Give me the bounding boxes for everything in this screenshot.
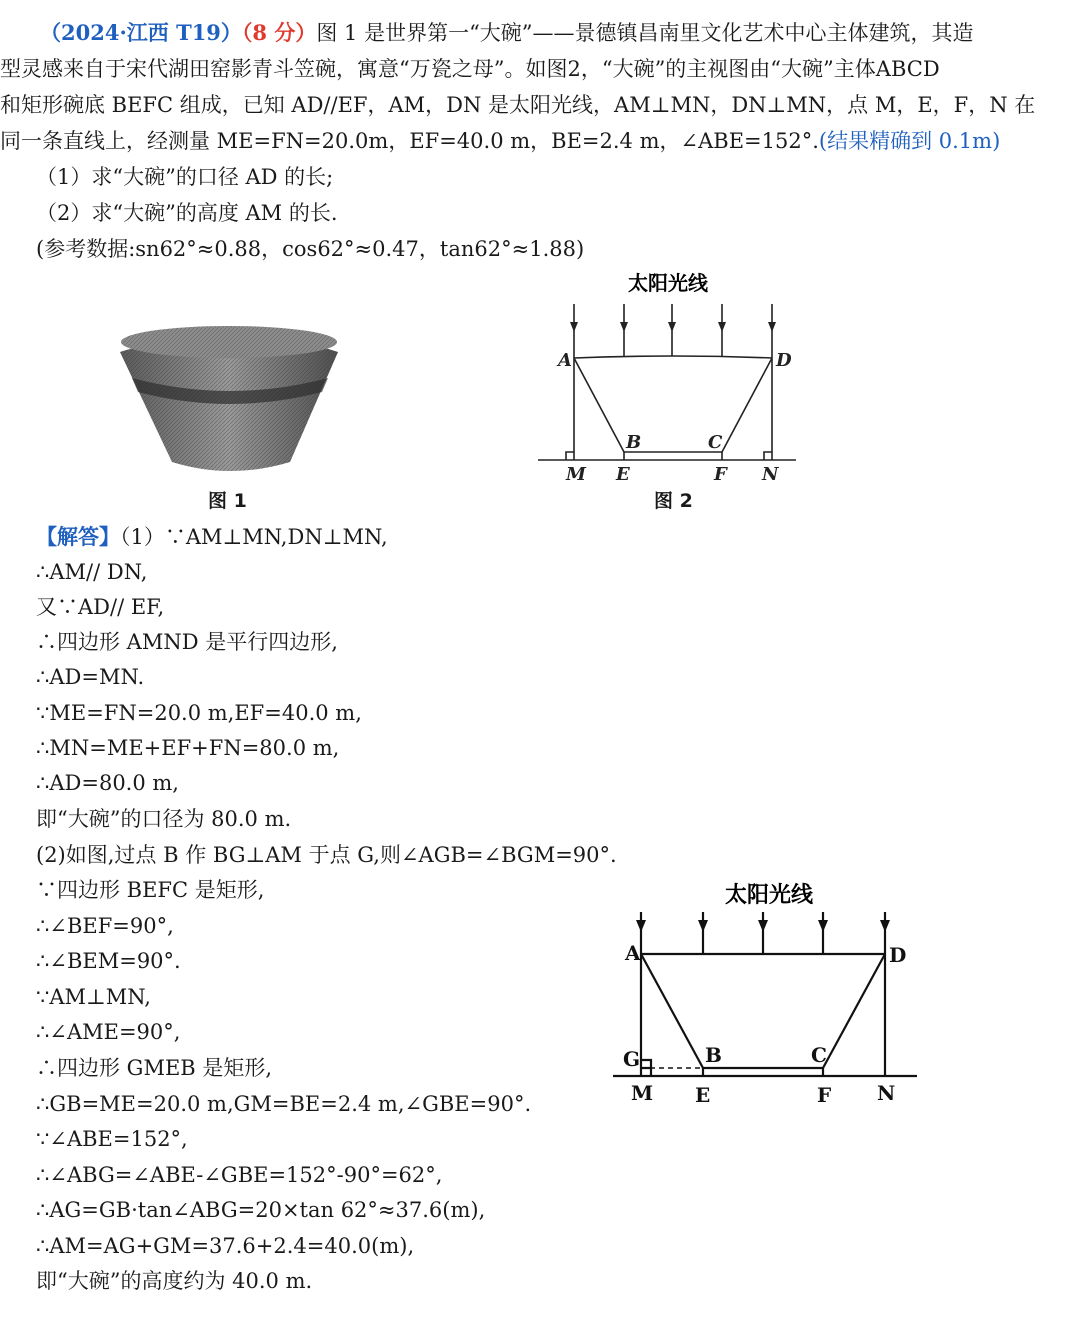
problem-line-3: 和矩形碗底 BEFC 组成，已知 AD//EF，AM，DN 是太阳光线，AM⊥MN，DN⊥MN，点 M，E，F，N 在: [0, 93, 1036, 117]
solution-line: ∴MN=ME+EF+FN=80.0 m,: [36, 736, 340, 760]
problem-text-4: 同一条直线上，经测量 ME=FN=20.0m，EF=40.0 m，BE=2.4 m，∠ABE=152°.: [0, 129, 819, 153]
label2-e: E: [695, 1083, 711, 1107]
solution-line: ∵∠ABE=152°,: [36, 1127, 188, 1151]
solution-line: 即“大碗”的高度约为 40.0 m.: [36, 1269, 313, 1293]
question-1: （1）求“大碗”的口径 AD 的长;: [36, 165, 334, 189]
solution-line: ∴四边形 GMEB 是矩形,: [36, 1056, 273, 1080]
solution-line: ∴AM// DN,: [36, 560, 148, 584]
solution-line: ∴GB=ME=20.0 m,GM=BE=2.4 m,∠GBE=90°.: [36, 1092, 532, 1116]
label2-c: C: [811, 1043, 827, 1067]
points-tag: （8 分）: [241, 20, 317, 45]
figure-2-diagram: [530, 262, 830, 484]
label2-b: B: [705, 1043, 722, 1067]
label2-m: M: [631, 1081, 654, 1105]
solution-line: ∴∠AME=90°,: [36, 1020, 181, 1044]
solution-label: 【解答】: [36, 524, 120, 549]
label-m: M: [566, 464, 586, 484]
solution-line: ∴AD=80.0 m,: [36, 771, 179, 795]
solution-line: ∴四边形 AMND 是平行四边形,: [36, 630, 338, 654]
solution-line: ∴AG=GB·tan∠ABG=20×tan 62°≈37.6(m),: [36, 1198, 486, 1222]
label2-f: F: [817, 1083, 832, 1107]
bowl-building-photo: [110, 312, 350, 482]
label-d: D: [776, 350, 792, 371]
sunlight-label-2: 太阳光线: [725, 882, 814, 908]
solution-line: ∴∠BEM=90°.: [36, 949, 181, 973]
solution-line: ∵AM⊥MN,: [36, 985, 151, 1009]
solution-line: ∴AM=AG+GM=37.6+2.4=40.0(m),: [36, 1234, 415, 1258]
solution-line: ∴∠ABG=∠ABE-∠GBE=152°-90°=62°,: [36, 1163, 443, 1187]
problem-text-1: 图 1 是世界第一“大碗”——景德镇昌南里文化艺术中心主体建筑，其造: [316, 21, 974, 45]
solution-diagram: [605, 872, 925, 1112]
solution-text: （1）∵AM⊥MN,DN⊥MN,: [120, 525, 388, 549]
solution-line: (2)如图,过点 B 作 BG⊥AM 于点 G,则∠AGB=∠BGM=90°.: [36, 843, 617, 867]
precision-note: (结果精确到 0.1m): [818, 129, 1001, 153]
figure-2-caption: 图 2: [654, 490, 693, 512]
label-a: A: [558, 350, 572, 371]
solution-line: ∵ME=FN=20.0 m,EF=40.0 m,: [36, 701, 362, 725]
problem-line-4: [0, 126, 1000, 156]
label-c: C: [708, 432, 723, 453]
sunlight-label: 太阳光线: [628, 271, 708, 295]
label-e: E: [616, 464, 630, 484]
solution-line: ∵四边形 BEFC 是矩形,: [36, 878, 265, 902]
problem-line-1: [40, 18, 974, 48]
label2-d: D: [889, 943, 907, 967]
source-tag: （2024·江西 T19）: [40, 20, 242, 45]
solution-line: 即“大碗”的口径为 80.0 m.: [36, 807, 292, 831]
solution-line: ∴AD=MN.: [36, 665, 145, 689]
reference-data: (参考数据:sn62°≈0.88，cos62°≈0.47，tan62°≈1.88): [36, 237, 585, 261]
solution-line: ∴∠BEF=90°,: [36, 914, 174, 938]
figure-1-caption: 图 1: [208, 490, 247, 512]
problem-line-2: 型灵感来自于宋代湖田窑影青斗笠碗，寓意“万瓷之母”。如图2，“大碗”的主视图由“大碗”主体ABCD: [0, 57, 940, 81]
solution-line: 又∵AD// EF,: [36, 595, 165, 619]
label2-n: N: [877, 1081, 896, 1105]
label-f: F: [714, 464, 727, 484]
solution-line-1: [36, 522, 388, 552]
label2-g: G: [623, 1047, 641, 1071]
label2-a: A: [625, 941, 641, 965]
label-n: N: [762, 464, 779, 484]
label-b: B: [626, 432, 642, 453]
question-2: （2）求“大碗”的高度 AM 的长.: [36, 201, 338, 225]
